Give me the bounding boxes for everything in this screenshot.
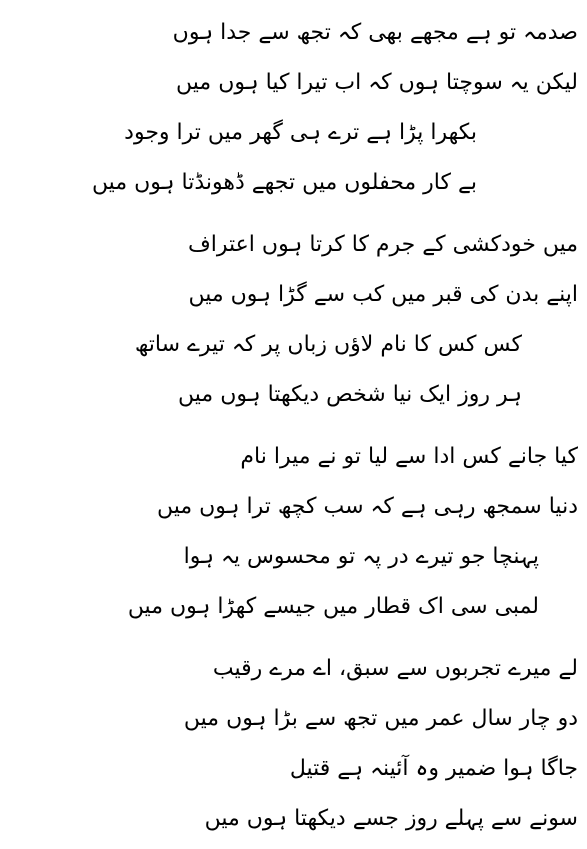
poem-line-11: پہنچا جو تیرے در پہ تو محسوس یہ ہوا	[183, 544, 539, 569]
poem-line-3: بکھرا پڑا ہے ترے ہی گھر میں ترا وجود	[124, 120, 477, 145]
poem-line-16: سونے سے پہلے روز جسے دیکھتا ہوں میں	[204, 806, 578, 831]
poem-line-10: دنیا سمجھ رہی ہے کہ سب کچھ ترا ہوں میں	[156, 494, 578, 519]
poem-line-12: لمبی سی اک قطار میں جیسے کھڑا ہوں میں	[127, 594, 539, 619]
poem-line-1: صدمہ تو ہے مجھے بھی کہ تجھ سے جدا ہوں	[172, 20, 578, 45]
poem-line-13: لے میرے تجربوں سے سبق، اے مرے رقیب	[212, 656, 578, 681]
poem-line-6: اپنے بدن کی قبر میں کب سے گڑا ہوں میں	[188, 282, 578, 307]
poem-line-7: کس کس کا نام لاؤں زباں پر کہ تیرے ساتھ	[134, 332, 522, 357]
poem-line-2: لیکن یہ سوچتا ہوں کہ اب تیرا کیا ہوں میں	[176, 70, 578, 95]
poem-line-14: دو چار سال عمر میں تجھ سے بڑا ہوں میں	[183, 706, 578, 731]
poem-line-8: ہر روز ایک نیا شخص دیکھتا ہوں میں	[178, 382, 522, 407]
poem-line-15: جاگا ہوا ضمیر وہ آئینہ ہے قتیل	[289, 756, 578, 781]
poem-line-4: بے کار محفلوں میں تجھے ڈھونڈتا ہوں میں	[91, 170, 477, 195]
poem-line-5: میں خودکشی کے جرم کا کرتا ہوں اعتراف	[187, 232, 578, 257]
poem-line-9: کیا جانے کس ادا سے لیا تو نے میرا نام	[240, 444, 578, 469]
